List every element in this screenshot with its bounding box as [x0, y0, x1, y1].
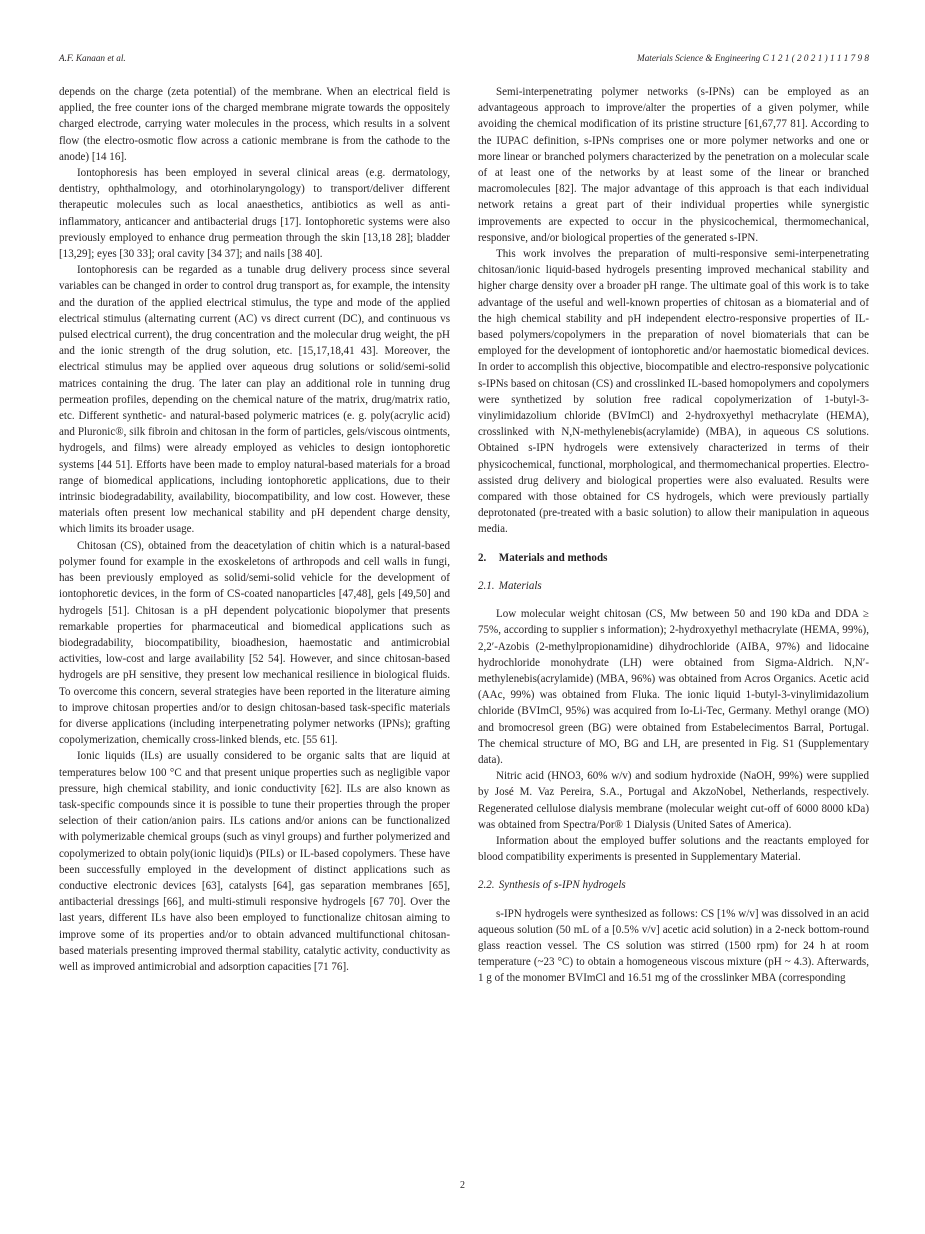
subsection-title: Materials: [498, 579, 542, 592]
paragraph: Nitric acid (HNO3, 60% w/v) and sodium hydroxide (NaOH, 99%) were supplied by José M. Vaz Pereira, S.A., Portugal and AkzoNobel, Netherlands, respectively. Regenerated cellulose dialysis membrane (molecular weight cut-off of 6000 8000 kDa) was obtained from Spectra/Por® 1 Dialysis (United Sates of America).: [478, 770, 869, 831]
paragraph: s-IPN hydrogels were synthesized as follows: CS [1% w/v] was dissolved in an acid aqueous solution (50 mL of a [0.5% v/v] acetic acid solution) in a 2-neck bottom-round glass reaction vessel. The CS solution was stirred (1500 rpm) for 24 h at room temperature (~23 °C) to obtain a homogeneous viscous mixture (pH ~ 4.3). Afterwards, 1 g of the monomer BVImCl and 16.51 mg of the crosslinker MBA (corresponding: [478, 907, 869, 985]
paragraph: Iontophoresis can be regarded as a tunable drug delivery process since several variables can be changed in order to control drug transport as, for example, the intensity and the duration of the applied electrical stimulus, the type and mode of the applied electrical stimulus (alternating current (AC) vs direct current (DC), and continuous vs pulsed electrical current), the drug concentration and the molecular drug weight, the pH and the ionic strength of the drug solution, etc. [15,17,18,41 43]. Moreover, the electrical stimulus may be applied over aqueous drug solutions or solid/semi-solid matrices containing the drug. The later can play an additional role in tunning drug permeation profiles, depending on the chemical nature of the matrix, drug/matrix ratio, etc. Different synthetic- and natural-based polymeric matrices (e. g. poly(acrylic acid) and Pluronic®, silk fibroin and chitosan in the form of particles, gels/viscous ointments, hydrogels, and films) were already employed as vehicles to design iontophoretic systems [44 51]. Efforts have been made to employ natural-based materials for a broad range of biomedical applications, including iontophoretic applications, due to their intrinsic biodegradability, availability, biocompatibility, and low cost. However, these materials often present low mechanical stability and pH dependent charge density, which limits its broader usage.: [59, 264, 450, 536]
section-number: 2.: [478, 551, 487, 564]
subsection-title: Synthesis of s-IPN hydrogels: [498, 879, 626, 892]
running-header-journal: Materials Science & Engineering C 1 2 1 ( 2 0 2 1 ) 1 1 1 7 9 8: [637, 53, 869, 63]
subsection-heading: [478, 578, 869, 594]
paragraph: Semi-interpenetrating polymer networks (s-IPNs) can be employed as an advantageous approach to improve/alter the properties of a given polymer, while avoiding the chemical modification of its pristine structure [61,67,77 81]. According to the IUPAC definition, s-IPNs comprises one or more polymer networks and one or more linear or branched polymers characterized by the penetration on a molecular scale of at least one of the networks by at least some of the linear or branched macromolecules [82]. The major advantage of this approach is that each individual network retains a great part of their individual properties while synergistic improvements are expected to occur in the physicochemical, thermomechanical, responsive, and/or biological properties of the generated s-IPN.: [478, 86, 869, 244]
subsection-number: 2.2.: [478, 879, 495, 892]
running-header-authors: A.F. Kanaan et al.: [59, 53, 126, 63]
section-title: Materials and methods: [498, 551, 608, 564]
page-number: 2: [460, 1180, 465, 1191]
left-column: [59, 84, 450, 975]
subsection-number: 2.1.: [478, 579, 495, 592]
paragraph: This work involves the preparation of multi-responsive semi-interpenetrating chitosan/ionic liquid-based hydrogels presenting improved mechanical stability and higher charge density over a broader pH range. The ultimate goal of this work is to take advantage of the useful and well-known properties of chitosan as a biomaterial and of the high chemical stability and pH independent electro-responsive properties of IL-based polymers/copolymers in the preparation of novel biomaterials that can be employed for the development of iontophoretic and/or haemostatic biomedical devices. In order to accomplish this objective, biocompatible and electro-responsive polycationic s-IPNs based on chitosan (CS) and crosslinked IL-based homopolymers and copolymers were synthetized by solution free radical copolymerization of 1-butyl-3-vinylimidazolium chloride (BVImCl) and 2-hydroxyethyl methacrylate (HEMA), crosslinked with N,N-methylenebis(acrylamide) (MBA), in aqueous CS solutions. Obtained s-IPN hydrogels were extensively characterized in terms of their physicochemical, functional, morphological, and thermomechanical properties. Electro-assisted drug delivery and biological properties were also evaluated. Results were compared with those obtained for CS hydrogels, which were previously partially deprotonated (pre-treated with a basic solution) to allow their manipulation in aqueous media.: [478, 248, 869, 536]
paragraph: Low molecular weight chitosan (CS, Mw between 50 and 190 kDa and DDA ≥ 75%, according to supplier s information); 2-hydroxyethyl methacrylate (HEMA, 99%), 2,2′-Azobis (2-methylpropionamidine) dihydrochloride (AIBA, 97%) and lidocaine hydrochloride monohydrate (LH) were obtained from Sigma-Aldrich. N,N′-methylenebis(acrylamide) (MBA, 96%) was obtained from Acros Organics. Acetic acid (AAc, 99%) was obtained from Fluka. The ionic liquid 1-butyl-3-vinylimidazolium chloride (BVImCl, 95%) was acquired from Io-Li-Tec, Germany. Methyl orange (MO) and bromocresol green (BG) were obtained from Estabelecimentos Barral, Portugal. The chemical structure of MO, BG and LH, are presented in Fig. S1 (Supplementary data).: [478, 608, 869, 766]
paragraph: Ionic liquids (ILs) are usually considered to be organic salts that are liquid at temperatures below 100 °C and that present unique properties such as negligible vapor pressure, high chemical stability, and ionic conductivity [62]. ILs are also known as task-specific compounds since it is possible to tune their properties through the proper selection of their cation/anion pairs. ILs cations and/or anions can be functionalized with polymerizable chemical groups (such as vinyl groups) and further polymerized and copolymerized to obtain poly(ionic liquid)s (PILs) or IL-based copolymers. These have been successfully employed in the development of distinct applications such as conductive electronic devices [63], catalysts [64], gas separation membranes [65], antibacterial dressings [66], and multi-stimuli responsive hydrogels [67 70]. Over the last years, different ILs have also been employed to functionalize chitosan aiming to improve some of its properties and/or to obtain advanced multifunctional chitosan-based materials presenting improved thermal stability, catalytic activity, conductivity as well as improved antimicrobial and adsorption capacities [71 76].: [59, 750, 450, 973]
paragraph: Chitosan (CS), obtained from the deacetylation of chitin which is a natural-based polymer found for example in the exoskeletons of arthropods and cell walls in fungi, has been previously employed as solid/semi-solid vehicle for the development of iontophoretic devices, in the form of CS-coated nanoparticles [47,48], gels [49,50] and hydrogels [51]. Chitosan is a pH dependent polycationic biopolymer that presents remarkable properties for pharmaceutical and biomedical applications such as biodegradability, biocompatibility, bioadhesion, haemostatic and antimicrobial activities, low-cost and large availability [52 54]. However, and since chitosan-based hydrogels are pH sensitive, they present low mechanical resilience in biological fluids. To overcome this concern, several strategies have been reported in the literature aiming to improve chitosan properties and/or to design chitosan-based task-specific materials for diverse applications (including interpenetrating polymer networks (IPNs); grafting copolymerization, chemically cross-linked blends, etc. [55 61].: [59, 539, 450, 747]
paragraph: Information about the employed buffer solutions and the reactants employed for blood compatibility experiments is presented in Supplementary Material.: [478, 834, 869, 864]
paragraph: Iontophoresis has been employed in several clinical areas (e.g. dermatology, dentistry, ophthalmology, and otorhinolaryngology) to transport/deliver different therapeutic molecules such as local anaesthetics, antibiotics as well as anti-inflammatory, anticancer and antibacterial drugs [17]. Iontophoretic systems were also previously employed to enhance drug permeation through the skin [13,18 28]; bladder [13,29]; eyes [30 33]; oral cavity [34 37]; and nails [38 40].: [59, 167, 450, 261]
right-column: [478, 84, 869, 987]
section-heading: [478, 550, 869, 566]
paragraph: depends on the charge (zeta potential) of the membrane. When an electrical field is applied, the free counter ions of the charged membrane migrate towards the oppositely charged electrode, carrying water molecules in the process, which results in a solvent flow (the electro-osmotic flow across a cationic membrane is from the cathode to the anode) [14 16].: [59, 86, 450, 163]
subsection-heading: [478, 877, 869, 893]
